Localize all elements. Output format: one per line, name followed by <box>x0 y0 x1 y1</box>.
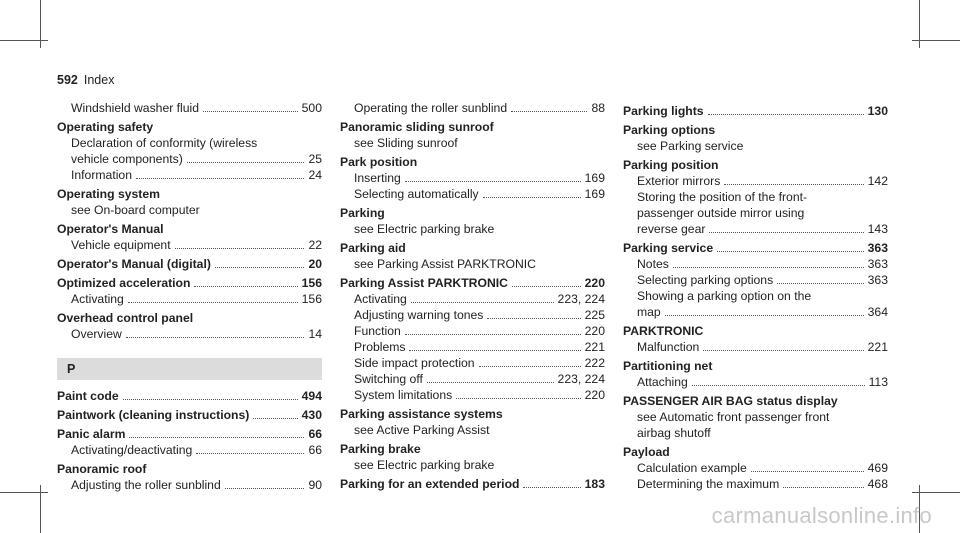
index-entry <box>57 326 322 342</box>
index-entry <box>340 371 605 387</box>
page-reference[interactable]: 364 <box>867 305 888 319</box>
dot-leader <box>523 487 580 488</box>
entry-label: Operator's Manual (digital) <box>57 257 211 271</box>
index-heading <box>340 154 605 170</box>
index-heading <box>340 275 605 291</box>
dot-leader <box>136 178 304 179</box>
entry-label: passenger outside mirror using <box>637 206 805 220</box>
page-reference[interactable]: 143 <box>867 222 888 236</box>
page-reference[interactable]: 468 <box>867 477 888 491</box>
index-entry <box>340 170 605 186</box>
dot-leader <box>203 111 298 112</box>
entry-label: see Sliding sunroof <box>354 136 458 150</box>
page-reference[interactable]: 90 <box>308 478 322 492</box>
page-reference[interactable]: 156 <box>301 292 322 306</box>
index-entry <box>623 304 888 320</box>
index-heading <box>623 157 888 173</box>
index-entry <box>340 307 605 323</box>
page-reference[interactable]: 221 <box>867 340 888 354</box>
entry-label: Selecting automatically <box>354 187 479 201</box>
dot-leader <box>665 315 864 316</box>
page-reference[interactable]: 20 <box>308 257 322 271</box>
index-entry <box>623 460 888 476</box>
index-entry <box>623 409 888 425</box>
entry-label: map <box>637 305 661 319</box>
entry-label: see Electric parking brake <box>354 458 495 472</box>
index-entry <box>623 272 888 288</box>
index-entry <box>57 442 322 458</box>
entry-label: Paint code <box>57 389 119 403</box>
page-reference[interactable]: 22 <box>308 238 322 252</box>
index-entry <box>623 374 888 390</box>
index-entry <box>57 202 322 218</box>
entry-label: see On-board computer <box>71 203 200 217</box>
dot-leader <box>405 181 581 182</box>
index-entry <box>340 422 605 438</box>
page-reference[interactable]: 363 <box>867 257 888 271</box>
page-reference[interactable]: 130 <box>867 104 888 118</box>
dot-leader <box>479 366 581 367</box>
index-entry <box>623 256 888 272</box>
page-reference[interactable]: 220 <box>584 276 605 290</box>
page-reference[interactable]: 25 <box>308 152 322 166</box>
index-heading <box>57 275 322 291</box>
index-entry <box>340 256 605 272</box>
page-reference[interactable]: 363 <box>867 241 888 255</box>
entry-label: Problems <box>354 340 406 354</box>
page-reference[interactable]: 169 <box>584 171 605 185</box>
dot-leader <box>512 286 581 287</box>
entry-label: Side impact protection <box>354 356 475 370</box>
index-entry <box>623 339 888 355</box>
entry-label: Adjusting warning tones <box>354 308 484 322</box>
index-heading <box>623 393 888 409</box>
page-reference[interactable]: 169 <box>584 187 605 201</box>
entry-label: Parking for an extended period <box>340 477 520 491</box>
index-heading <box>623 122 888 138</box>
index-heading <box>57 119 322 135</box>
page-reference[interactable]: 494 <box>301 389 322 403</box>
page-reference[interactable]: 223, 224 <box>557 372 605 386</box>
index-heading <box>340 205 605 221</box>
entry-label: Malfunction <box>637 340 700 354</box>
entry-label: Parking aid <box>340 241 406 255</box>
entry-label: Optimized acceleration <box>57 276 191 290</box>
dot-leader <box>456 398 580 399</box>
entry-label: Attaching <box>637 375 688 389</box>
entry-label: Parking brake <box>340 442 421 456</box>
entry-label: Operating the roller sunblind <box>354 101 508 115</box>
page-reference[interactable]: 156 <box>301 276 322 290</box>
page-reference[interactable]: 183 <box>584 477 605 491</box>
index-heading <box>57 461 322 477</box>
entry-label: Operator's Manual <box>57 222 164 236</box>
entry-label: vehicle components) <box>71 152 183 166</box>
index-entry <box>340 135 605 151</box>
index-entry <box>623 221 888 237</box>
entry-label: see Parking service <box>637 139 744 153</box>
dot-leader <box>215 267 305 268</box>
index-heading <box>57 221 322 237</box>
index-entry <box>340 100 605 116</box>
entry-label: Notes <box>637 257 669 271</box>
index-entry <box>340 323 605 339</box>
page-reference[interactable]: 221 <box>584 340 605 354</box>
dot-leader <box>175 248 305 249</box>
entry-label: airbag shutoff <box>637 426 711 440</box>
page-reference[interactable]: 500 <box>301 101 322 115</box>
index-column-3 <box>623 100 888 492</box>
entry-label: Calculation example <box>637 461 747 475</box>
page-reference[interactable]: 66 <box>308 443 322 457</box>
page-header <box>57 73 114 87</box>
entry-label: Parking lights <box>623 104 704 118</box>
index-entry <box>623 205 888 221</box>
entry-label: Panoramic sliding sunroof <box>340 120 494 134</box>
entry-label: PARKTRONIC <box>623 324 704 338</box>
entry-label: Windshield washer fluid <box>71 101 200 115</box>
index-heading <box>57 186 322 202</box>
index-heading <box>623 323 888 339</box>
dot-leader <box>128 302 298 303</box>
index-entry <box>340 457 605 473</box>
entry-label: Partitioning net <box>623 359 713 373</box>
dot-leader <box>483 197 581 198</box>
entry-label: Vehicle equipment <box>71 238 171 252</box>
index-heading <box>340 240 605 256</box>
dot-leader <box>194 286 297 287</box>
index-heading <box>57 426 322 442</box>
entry-label: Declaration of conformity (wireless <box>71 136 258 150</box>
crop-mark <box>912 492 960 493</box>
index-entry <box>340 339 605 355</box>
entry-label: Parking service <box>623 241 714 255</box>
index-heading <box>57 407 322 423</box>
entry-label: Storing the position of the front- <box>637 190 808 204</box>
entry-label: see Automatic front passenger front <box>637 410 830 424</box>
index-heading <box>623 444 888 460</box>
index-entry <box>623 288 888 304</box>
dot-leader <box>511 111 587 112</box>
dot-leader <box>411 302 554 303</box>
index-entry <box>57 151 322 167</box>
entry-label: reverse gear <box>637 222 706 236</box>
crop-mark <box>0 492 48 493</box>
index-heading <box>623 240 888 256</box>
dot-leader <box>225 488 305 489</box>
entry-label: Paintwork (cleaning instructions) <box>57 408 250 422</box>
index-entry <box>340 221 605 237</box>
entry-label: Showing a parking option on the <box>637 289 812 303</box>
index-entry <box>623 173 888 189</box>
entry-label: Selecting parking options <box>637 273 774 287</box>
dot-leader <box>708 114 864 115</box>
dot-leader <box>709 232 863 233</box>
entry-label: see Electric parking brake <box>354 222 495 236</box>
index-column-1 <box>57 100 322 493</box>
section-letter: P <box>57 358 322 380</box>
dot-leader <box>126 337 305 338</box>
dot-leader <box>123 399 298 400</box>
dot-leader <box>717 251 864 252</box>
crop-mark <box>912 40 960 41</box>
index-entry <box>623 138 888 154</box>
index-entry <box>340 387 605 403</box>
entry-label: see Parking Assist PARKTRONIC <box>354 257 536 271</box>
index-entry <box>340 186 605 202</box>
page-reference[interactable]: 24 <box>308 168 322 182</box>
entry-label: System limitations <box>354 388 453 402</box>
index-entry <box>57 100 322 116</box>
entry-label: Function <box>354 324 401 338</box>
index-heading <box>57 256 322 272</box>
entry-label: Operating safety <box>57 120 154 134</box>
entry-label: see Active Parking Assist <box>354 423 490 437</box>
dot-leader <box>751 471 864 472</box>
dot-leader <box>405 334 581 335</box>
index-entry <box>57 291 322 307</box>
page-reference[interactable]: 469 <box>867 461 888 475</box>
entry-label: Overview <box>71 327 122 341</box>
crop-mark <box>0 40 48 41</box>
page-reference[interactable]: 66 <box>308 427 322 441</box>
entry-label: Switching off <box>354 372 423 386</box>
entry-label: Activating <box>71 292 124 306</box>
entry-label: Information <box>71 168 132 182</box>
dot-leader <box>673 267 864 268</box>
page-reference[interactable]: 88 <box>591 101 605 115</box>
index-entry <box>57 477 322 493</box>
entry-label: Determining the maximum <box>637 477 780 491</box>
page-reference[interactable]: 222 <box>584 356 605 370</box>
index-heading <box>623 103 888 119</box>
page-reference[interactable]: 225 <box>584 308 605 322</box>
index-heading <box>340 406 605 422</box>
dot-leader <box>487 318 580 319</box>
entry-label: Adjusting the roller sunblind <box>71 478 221 492</box>
index-heading <box>340 441 605 457</box>
entry-label: Activating <box>354 292 407 306</box>
index-entry <box>623 425 888 441</box>
entry-label: Activating/deactivating <box>71 443 193 457</box>
index-entry <box>340 355 605 371</box>
entry-label: Payload <box>623 445 670 459</box>
page-reference[interactable]: 14 <box>308 327 322 341</box>
index-entry <box>623 189 888 205</box>
dot-leader <box>187 162 305 163</box>
watermark: carmanualsonline.info <box>711 503 932 528</box>
page-reference[interactable]: 223, 224 <box>557 292 605 306</box>
page-reference[interactable]: 220 <box>584 388 605 402</box>
dot-leader <box>253 418 297 419</box>
entry-label: Panoramic roof <box>57 462 147 476</box>
dot-leader <box>783 487 863 488</box>
index-entry <box>57 135 322 151</box>
index-entry <box>340 291 605 307</box>
entry-label: Parking position <box>623 158 719 172</box>
index-heading <box>57 388 322 404</box>
index-heading <box>340 476 605 492</box>
page-reference[interactable]: 142 <box>867 174 888 188</box>
entry-label: Parking <box>340 206 385 220</box>
entry-label: PASSENGER AIR BAG status display <box>623 394 838 408</box>
page-reference[interactable]: 220 <box>584 324 605 338</box>
entry-label: Panic alarm <box>57 427 126 441</box>
dot-leader <box>129 437 304 438</box>
entry-label: Parking options <box>623 123 716 137</box>
index-heading <box>57 310 322 326</box>
dot-leader <box>692 385 865 386</box>
entry-label: Overhead control panel <box>57 311 194 325</box>
index-heading <box>623 358 888 374</box>
dot-leader <box>777 283 863 284</box>
entry-label: Exterior mirrors <box>637 174 721 188</box>
dot-leader <box>703 350 863 351</box>
entry-label: Parking assistance systems <box>340 407 503 421</box>
page-reference[interactable]: 113 <box>868 375 888 389</box>
entry-label: Park position <box>340 155 418 169</box>
dot-leader <box>724 184 863 185</box>
index-entry <box>57 237 322 253</box>
dot-leader <box>409 350 580 351</box>
page-reference[interactable]: 363 <box>867 273 888 287</box>
dot-leader <box>427 382 554 383</box>
index-entry <box>623 476 888 492</box>
section-title: Index <box>83 73 115 87</box>
entry-label: Inserting <box>354 171 401 185</box>
index-heading <box>340 119 605 135</box>
dot-leader <box>196 453 304 454</box>
index-entry <box>57 167 322 183</box>
entry-label: Parking Assist PARKTRONIC <box>340 276 508 290</box>
entry-label: Operating system <box>57 187 160 201</box>
index-column-2 <box>340 100 605 492</box>
page-reference[interactable]: 430 <box>301 408 322 422</box>
page-number: 592 <box>57 73 78 87</box>
